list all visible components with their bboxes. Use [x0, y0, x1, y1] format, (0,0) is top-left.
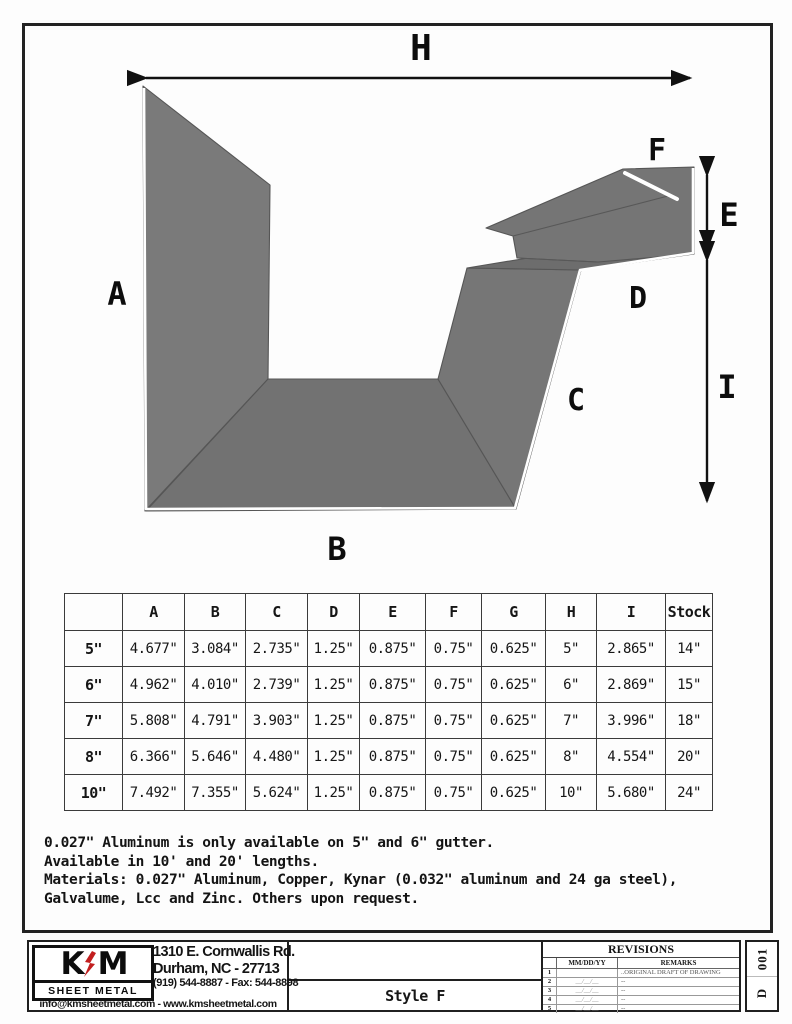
table-header-cell: Stock	[666, 594, 713, 631]
company-block	[29, 942, 299, 1010]
table-row-label: 10"	[65, 775, 123, 811]
dim-label-A: A	[107, 275, 127, 313]
revision-cell: --	[621, 996, 626, 1003]
company-address	[153, 944, 299, 990]
logo-letter-k: K	[60, 945, 82, 982]
revisions-num-header	[543, 958, 557, 968]
dim-label-H: H	[410, 28, 432, 69]
table-cell: 5.808"	[123, 703, 185, 739]
note-line: Available in 10' and 20' lengths.	[44, 853, 319, 870]
table-cell: 5"	[546, 631, 597, 667]
revision-cell: --	[621, 987, 626, 994]
style-name: Style F	[289, 979, 541, 1010]
table-cell: 0.625"	[482, 667, 546, 703]
note-line: 0.027" Aluminum is only available on 5" and 6" gutter.	[44, 835, 494, 851]
style-block	[289, 942, 543, 1010]
table-cell: 0.75"	[426, 739, 482, 775]
table-cell: 2.869"	[597, 667, 666, 703]
table-cell: 5.646"	[185, 739, 246, 775]
revision-row	[543, 987, 739, 996]
address-line-1: 1310 E. Cornwallis Rd.	[153, 944, 295, 960]
revisions-header-row	[543, 958, 739, 969]
table-cell: 1.25"	[308, 667, 360, 703]
table-cell: 10"	[546, 775, 597, 811]
table-cell: 4.791"	[185, 703, 246, 739]
gutter-hook-face	[486, 167, 694, 262]
km-logo-bolt-icon	[83, 951, 97, 977]
revisions-date-header: MM/DD/YY	[557, 958, 618, 968]
table-row	[65, 739, 713, 775]
table-cell: 6"	[546, 667, 597, 703]
revision-row	[543, 969, 739, 978]
logo-letter-m: M	[97, 945, 126, 982]
table-header-cell: I	[597, 594, 666, 631]
dim-label-F: F	[647, 133, 667, 168]
table-cell: 24"	[666, 775, 713, 811]
table-cell: 7.355"	[185, 775, 246, 811]
table-cell: 0.875"	[360, 703, 426, 739]
table-cell: 0.875"	[360, 667, 426, 703]
table-row	[65, 775, 713, 811]
revision-row	[543, 996, 739, 1005]
table-cell: 3.903"	[246, 703, 308, 739]
sheet-size-cell	[747, 977, 777, 1011]
table-cell: 2.739"	[246, 667, 308, 703]
table-cell: 8"	[546, 739, 597, 775]
revisions-remarks-header: REMARKS	[660, 959, 697, 967]
revision-cell: --	[621, 1005, 626, 1012]
table-cell: 5.624"	[246, 775, 308, 811]
table-header-cell: B	[185, 594, 246, 631]
table-cell: 0.625"	[482, 775, 546, 811]
table-cell: 0.625"	[482, 703, 546, 739]
table-row	[65, 703, 713, 739]
table-cell: 7.492"	[123, 775, 185, 811]
revision-cell: --	[621, 978, 626, 985]
revision-cell: 1	[543, 969, 557, 977]
table-cell: 0.875"	[360, 739, 426, 775]
sheet-number-cell	[747, 942, 777, 977]
table-cell: 0.875"	[360, 775, 426, 811]
table-header-cell: G	[482, 594, 546, 631]
note-line: Materials: 0.027" Aluminum, Copper, Kynar (0.032" aluminum and 24 ga steel),	[44, 872, 678, 888]
sheet-number: 001	[754, 947, 769, 970]
sheet-size-box	[745, 940, 779, 1012]
table-cell: 0.625"	[482, 631, 546, 667]
table-cell: 20"	[666, 739, 713, 775]
table-cell: 7"	[546, 703, 597, 739]
material-notes	[44, 834, 677, 908]
table-row-label: 6"	[65, 667, 123, 703]
address-line-2: Durham, NC - 27713	[153, 960, 280, 977]
km-logo	[32, 945, 154, 1001]
revision-cell	[557, 969, 618, 977]
table-header-cell: F	[426, 594, 482, 631]
table-cell: 0.75"	[426, 775, 482, 811]
revision-cell: 5	[543, 1005, 557, 1013]
style-block-empty-cell	[289, 942, 541, 979]
revision-cell: __/__/__	[557, 978, 618, 986]
revisions-rows	[543, 969, 739, 1013]
logo-strip-text: SHEET METAL	[35, 980, 151, 998]
gutter-metal-body	[143, 86, 694, 511]
dim-label-B: B	[327, 530, 347, 568]
dimensions-table	[64, 593, 713, 811]
table-cell: 0.75"	[426, 631, 482, 667]
revision-row	[543, 1005, 739, 1013]
table-header-cell: H	[546, 594, 597, 631]
revision-row	[543, 978, 739, 987]
table-cell: 2.865"	[597, 631, 666, 667]
table-header-cell: D	[308, 594, 360, 631]
table-header-cell: C	[246, 594, 308, 631]
table-cell: 0.875"	[360, 631, 426, 667]
table-cell: 14"	[666, 631, 713, 667]
table-cell: 3.996"	[597, 703, 666, 739]
note-line: Galvalume, Lcc and Zinc. Others upon request.	[44, 890, 419, 907]
table-cell: 0.75"	[426, 667, 482, 703]
table-cell: 1.25"	[308, 739, 360, 775]
table-cell: 1.25"	[308, 703, 360, 739]
km-logo-letters	[35, 945, 151, 982]
table-row	[65, 631, 713, 667]
table-header-row	[65, 594, 713, 631]
table-cell: 15"	[666, 667, 713, 703]
table-row-label: 7"	[65, 703, 123, 739]
table-cell: 0.625"	[482, 739, 546, 775]
table-cell: 18"	[666, 703, 713, 739]
title-block	[27, 940, 741, 1012]
table-cell: 0.75"	[426, 703, 482, 739]
table-cell: 4.554"	[597, 739, 666, 775]
table-header-cell	[65, 594, 123, 631]
revision-cell: __/__/__	[557, 1005, 618, 1013]
table-cell: 1.25"	[308, 631, 360, 667]
sheet-size: D	[753, 988, 769, 999]
table-header-cell: E	[360, 594, 426, 631]
revisions-title: REVISIONS	[543, 942, 739, 958]
table-cell: 4.677"	[123, 631, 185, 667]
table-header-cell: A	[123, 594, 185, 631]
table-row-label: 8"	[65, 739, 123, 775]
dim-label-I: I	[717, 368, 737, 406]
phone-line: (919) 544-8887 - Fax: 544-8898	[153, 977, 299, 989]
table-cell: 2.735"	[246, 631, 308, 667]
dim-label-E: E	[719, 196, 739, 234]
dim-label-D: D	[628, 281, 648, 316]
table-cell: 4.962"	[123, 667, 185, 703]
revision-cell: __/__/__	[557, 987, 618, 995]
table-cell: 5.680"	[597, 775, 666, 811]
table-cell: 4.480"	[246, 739, 308, 775]
table-row-label: 5"	[65, 631, 123, 667]
revisions-table	[543, 942, 739, 1010]
revision-cell: 2	[543, 978, 557, 986]
company-web-line: info@kmsheetmetal.com - www.kmsheetmetal.com	[39, 998, 277, 1010]
revision-cell: 4	[543, 996, 557, 1004]
table-cell: 3.084"	[185, 631, 246, 667]
table-cell: 4.010"	[185, 667, 246, 703]
dim-label-C: C	[566, 383, 586, 418]
table-row	[65, 667, 713, 703]
table-cell: 6.366"	[123, 739, 185, 775]
table-cell: 1.25"	[308, 775, 360, 811]
revision-cell: __/__/__	[557, 996, 618, 1004]
revision-cell: 3	[543, 987, 557, 995]
revision-cell: ..ORIGINAL DRAFT OF DRAWING	[621, 969, 721, 976]
